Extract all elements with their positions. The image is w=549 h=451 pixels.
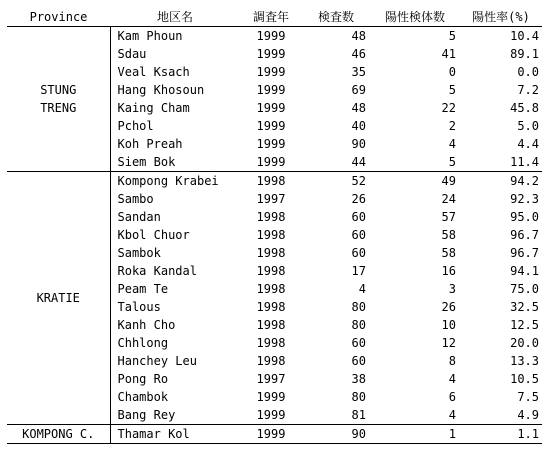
tested-cell: 69 [351, 83, 366, 97]
rate-cell: 89.1 [510, 47, 539, 61]
province-name-line: TRENG [40, 101, 77, 115]
positive-cell: 26 [441, 300, 456, 314]
province-cell [7, 27, 110, 172]
rate-cell: 95.0 [510, 210, 539, 224]
positive-cell: 10 [441, 318, 456, 332]
rate-cell: 4.9 [460, 406, 542, 425]
year-cell: 1999 [256, 47, 286, 61]
area-cell: Bang Rey [110, 406, 240, 425]
positive-cell: 5 [448, 83, 456, 97]
positive-cell: 58 [441, 246, 456, 260]
tested-cell: 4 [358, 282, 366, 296]
tested-cell: 60 [351, 246, 366, 260]
header-tested: 検査数 [302, 8, 370, 27]
positive-cell: 2 [448, 119, 456, 133]
rate-cell: 45.8 [510, 101, 539, 115]
survey-table [7, 8, 542, 444]
area-cell: Siem Bok [110, 153, 240, 172]
year-cell: 1999 [256, 137, 286, 151]
positive-cell: 16 [441, 264, 456, 278]
header-province: Province [7, 8, 110, 27]
rate-cell: 13.3 [510, 354, 539, 368]
positive-cell: 41 [441, 47, 456, 61]
area-cell: Hanchey Leu [117, 354, 197, 368]
area-cell: Peam Te [117, 282, 169, 296]
tested-cell: 80 [351, 318, 366, 332]
table-row [7, 172, 542, 191]
positive-cell: 58 [441, 228, 456, 242]
rate-cell: 92.3 [510, 192, 539, 206]
tested-cell: 48 [351, 29, 366, 43]
tested-cell: 35 [351, 65, 366, 79]
area-cell: Kbol Chuor [117, 228, 190, 242]
rate-cell: 0.0 [517, 65, 539, 79]
area-cell: Sambok [117, 246, 161, 260]
rate-cell: 75.0 [510, 282, 539, 296]
rate-cell: 7.2 [517, 83, 539, 97]
area-cell: Talous [117, 300, 161, 314]
positive-cell: 6 [448, 390, 456, 404]
tested-cell: 81 [302, 406, 370, 425]
rate-cell: 12.5 [510, 318, 539, 332]
area-cell: Kompong Krabei [117, 174, 219, 188]
year-cell: 1999 [256, 390, 286, 404]
table-row [7, 425, 542, 444]
tested-cell: 44 [302, 153, 370, 172]
rate-cell: 4.4 [517, 137, 539, 151]
year-cell: 1999 [256, 83, 286, 97]
area-cell: Kaing Cham [117, 101, 190, 115]
year-cell: 1998 [256, 210, 286, 224]
table-body [7, 27, 542, 444]
positive-cell: 1 [370, 425, 460, 444]
tested-cell: 60 [351, 228, 366, 242]
tested-cell: 40 [351, 119, 366, 133]
province-cell [7, 172, 110, 425]
positive-cell: 4 [448, 372, 456, 386]
header-rate: 陽性率(%) [460, 8, 542, 27]
area-cell: Kam Phoun [117, 29, 183, 43]
province-name-line: STUNG [40, 83, 77, 97]
positive-cell: 5 [370, 153, 460, 172]
year-cell: 1998 [256, 264, 286, 278]
tested-cell: 90 [302, 425, 370, 444]
area-cell: Pchol [117, 119, 154, 133]
tested-cell: 80 [351, 390, 366, 404]
positive-cell: 4 [448, 137, 456, 151]
tested-cell: 46 [351, 47, 366, 61]
area-cell: Kanh Cho [117, 318, 176, 332]
year-cell: 1999 [256, 119, 286, 133]
header-positive: 陽性検体数 [370, 8, 460, 27]
positive-cell: 49 [441, 174, 456, 188]
rate-cell: 10.5 [510, 372, 539, 386]
year-cell: 1997 [256, 192, 286, 206]
positive-cell: 4 [370, 406, 460, 425]
tested-cell: 80 [351, 300, 366, 314]
rate-cell: 94.2 [510, 174, 539, 188]
area-cell: Sandan [117, 210, 161, 224]
tested-cell: 60 [351, 210, 366, 224]
tested-cell: 52 [351, 174, 366, 188]
header-year: 調査年 [240, 8, 302, 27]
positive-cell: 12 [441, 336, 456, 350]
area-cell: Veal Ksach [117, 65, 190, 79]
tested-cell: 38 [351, 372, 366, 386]
positive-cell: 3 [448, 282, 456, 296]
year-cell: 1998 [256, 318, 286, 332]
area-cell: Chambok [117, 390, 169, 404]
rate-cell: 94.1 [510, 264, 539, 278]
year-cell: 1998 [256, 174, 286, 188]
rate-cell: 10.4 [510, 29, 539, 43]
rate-cell: 96.7 [510, 228, 539, 242]
area-cell: Roka Kandal [117, 264, 197, 278]
year-cell: 1999 [256, 65, 286, 79]
year-cell: 1999 [256, 29, 286, 43]
table-row [7, 27, 542, 46]
tested-cell: 48 [351, 101, 366, 115]
year-cell: 1999 [240, 425, 302, 444]
year-cell: 1998 [256, 336, 286, 350]
year-cell: 1998 [256, 228, 286, 242]
header-area: 地区名 [110, 8, 240, 27]
tested-cell: 26 [351, 192, 366, 206]
tested-cell: 60 [351, 336, 366, 350]
positive-cell: 22 [441, 101, 456, 115]
rate-cell: 20.0 [510, 336, 539, 350]
positive-cell: 8 [448, 354, 456, 368]
rate-cell: 32.5 [510, 300, 539, 314]
area-cell: Sdau [117, 47, 147, 61]
area-cell: Sambo [117, 192, 154, 206]
area-cell: Chhlong [117, 336, 169, 350]
positive-cell: 24 [441, 192, 456, 206]
tested-cell: 17 [351, 264, 366, 278]
year-cell: 1998 [256, 282, 286, 296]
year-cell: 1999 [240, 153, 302, 172]
year-cell: 1999 [240, 406, 302, 425]
rate-cell: 5.0 [517, 119, 539, 133]
province-name-line: KOMPONG C. [22, 427, 95, 441]
year-cell: 1997 [256, 372, 286, 386]
year-cell: 1998 [256, 300, 286, 314]
province-name-line: KRATIE [36, 291, 80, 305]
positive-cell: 0 [448, 65, 456, 79]
positive-cell: 57 [441, 210, 456, 224]
rate-cell: 7.5 [517, 390, 539, 404]
rate-cell: 1.1 [460, 425, 542, 444]
positive-cell: 5 [448, 29, 456, 43]
area-cell: Thamar Kol [110, 425, 240, 444]
year-cell: 1999 [256, 101, 286, 115]
tested-cell: 60 [351, 354, 366, 368]
year-cell: 1998 [256, 354, 286, 368]
table-header [7, 8, 542, 27]
tested-cell: 90 [351, 137, 366, 151]
area-cell: Hang Khosoun [117, 83, 205, 97]
rate-cell: 96.7 [510, 246, 539, 260]
header-row [7, 8, 542, 27]
area-cell: Koh Preah [117, 137, 183, 151]
year-cell: 1998 [256, 246, 286, 260]
province-cell [7, 425, 110, 444]
area-cell: Pong Ro [117, 372, 169, 386]
rate-cell: 11.4 [460, 153, 542, 172]
